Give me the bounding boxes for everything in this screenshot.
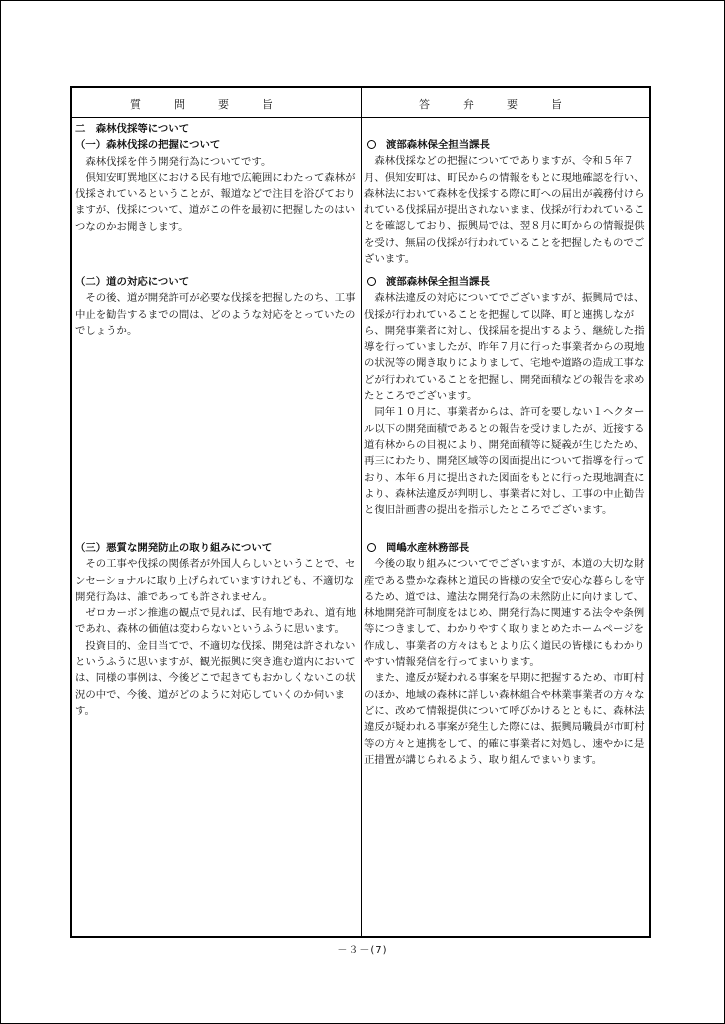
question-paragraph: 投資目的、金目当てで、不適切な伐採、開発は許されないというふうに思いますが、観光振興に突き進む道内においては、同様の事例は、今後どこで起きてもおかしくないこの状況の中で、今後、道がどのように対応していくのか伺います。 — [75, 639, 356, 717]
question-summary-header: 質 問 要 旨 — [130, 98, 273, 111]
answer-paragraph: 森林法違反の対応についてでございますが、振興局では、伐採が行われていることを把握して以降、町と連携しながら、開発事業者に対し、伐採届を提出するよう、継続した指導を行っていましたが、昨年７月に行った事業者からの現地の状況等の聞き取りによりまして、宅地や道路の造成工事などが行われていることを把握し、開発面積などの報告を求めたところでございます。 — [364, 292, 645, 403]
answer-speaker: 渡部森林保全担当課長 — [364, 137, 648, 153]
question-block-3 — [75, 540, 359, 719]
question-paragraph: 森林伐採を伴う開発行為についてです。 — [85, 155, 272, 168]
question-paragraph: その工事や伐採の関係者が外国人らしいということで、センセーショナルに取り上げられていますけれども、不適切な開発行為は、誰であっても許されません。 — [75, 558, 356, 603]
question-title: （三）悪質な開発防止の取り組みについて — [75, 542, 273, 554]
answer-speaker: 岡嶋水産林務部長 — [364, 540, 648, 556]
column-divider — [361, 86, 362, 938]
circle-marker-icon — [367, 140, 376, 149]
answer-paragraph: 今後の取り組みについてでございますが、本道の大切な財産である豊かな森林と道民の皆様の安全で安心な暮らしを守るため、道では、違法な開発行為の未然防止に向けまして、林地開発許可制度をはじめ、開発行為に関連する法令や条例等につきまして、わかりやすく取りまとめたホームページを作成し、事業者の方々はもとより広く道民の皆様にもわかりやすい情報発信を行ってまいります。 — [364, 558, 645, 669]
answer-paragraph: 森林伐採などの把握についてでありますが、令和５年７月、倶知安町は、町民からの情報をもとに現地確認を行い、森林法において森林を伐採する際に町への届出が義務付けられている伐採届が提出されないまま、伐採が行われていることを確認しており、振興局では、翌８月に町からの情報提供を受け、無届の伐採が行われていることを把握したものでございます。 — [364, 155, 645, 266]
question-paragraph: 倶知安町巽地区における民有地で広範囲にわたって森林が伐採されているということが、報道などで注目を浴びておりますが、伐採について、道がこの件を最初に把握したのはいつなのかお聞きします。 — [75, 171, 356, 233]
question-title: （二）道の対応について — [75, 276, 190, 288]
circle-marker-icon — [367, 277, 376, 286]
answer-block-2 — [364, 274, 648, 518]
answer-summary-header: 答 弁 要 旨 — [419, 98, 562, 111]
answer-paragraph: また、違反が疑われる事案を早期に把握するため、市町村のほか、地域の森林に詳しい森林組合や林業事業者の方々などに、改めて情報提供について呼びかけるとともに、森林法違反が疑われる事案が発生した際には、振興局職員が市町村等の方々と連携をして、的確に事業者に対処し、速やかに是正措置が講じられるよう、取り組んでまいります。 — [364, 672, 645, 766]
question-title: （一）森林伐採の把握について — [75, 139, 221, 152]
answer-block-1 — [364, 137, 648, 267]
question-paragraph: その後、道が開発許可が必要な伐採を把握したのち、工事中止を勧告するまでの間は、どのような対応をとっていたのでしょうか。 — [75, 292, 356, 337]
section-title: 二 森林伐採等について — [75, 123, 190, 135]
table-header — [72, 88, 649, 118]
circle-marker-icon — [367, 543, 376, 552]
answer-paragraph: 同年１０月に、事業者からは、許可を要しない１ヘクタール以下の開発面積であるとの報告を受けましたが、近接する道有林からの目視により、開発面積等に疑義が生じたため、再三にわたり、開発区域等の図面提出について指導を行っており、本年６月に提出された図面をもとに行った現地調査により、森林法違反が判明し、事業者に対し、工事の中止勧告と復旧計画書の提出を指示したところでございます。 — [364, 406, 645, 517]
answer-block-3 — [364, 540, 648, 768]
question-block-2 — [75, 274, 359, 339]
answer-speaker: 渡部森林保全担当課長 — [364, 274, 648, 290]
page-number: －３－(7) — [337, 945, 388, 956]
question-block-1 — [75, 121, 359, 235]
question-paragraph: ゼロカーボン推進の観点で見れば、民有地であれ、道有地であれ、森林の価値は変わらないというふうに思います。 — [75, 607, 357, 636]
